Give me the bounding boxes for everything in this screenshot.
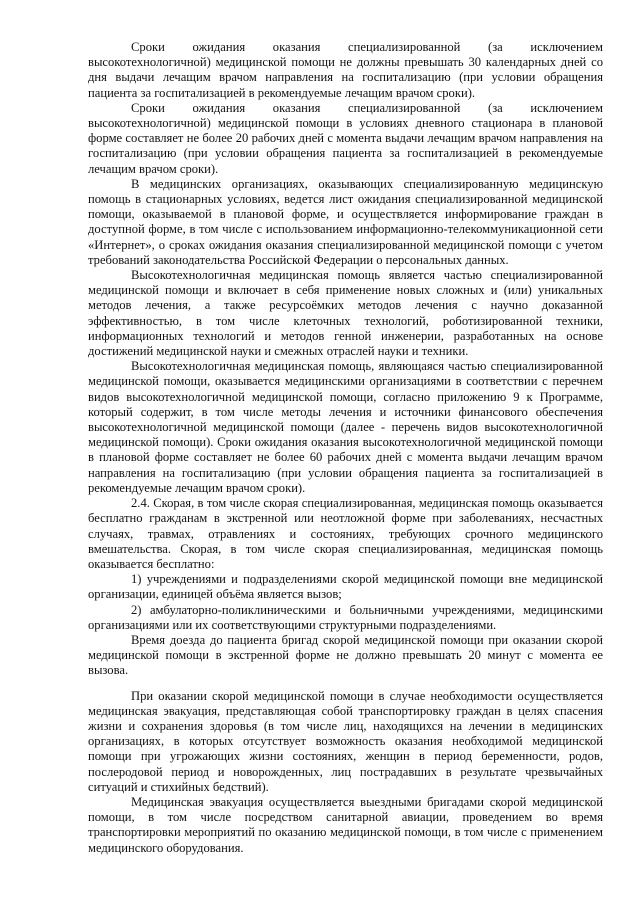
paragraph-arrival-time: Время доезда до пациента бригад скорой медицинской помощи при оказании скорой медицинской помощи в экстренной форме не должно превышать 20 минут с момента ее вызова. bbox=[88, 632, 603, 678]
list-item-outpatient-institutions: 2) амбулаторно-поликлиническими и больничными учреждениями, медицинскими организациями или их соответствующими структурными подразделениями. bbox=[88, 602, 603, 632]
document-page bbox=[88, 40, 603, 856]
paragraph-high-tech-care-provision: Высокотехнологичная медицинская помощь, являющаяся частью специализированной медицинской помощи, оказывается медицинскими организациями в соответствии с перечнем видов высокотехнологичной медицинской помощи, согласно приложению 9 к Программе, который содержит, в том числе методы лечения и источники финансового обеспечения высокотехнологичной медицинской помощи (далее - перечень видов высокотехнологичной медицинской помощи). Сроки ожидания оказания высокотехнологичной медицинской помощи в плановой форме составляет не более 60 рабочих дней с момента выдачи лечащим врачом направления на госпитализацию (при условии обращения пациента за госпитализацией в рекомендуемые лечащим врачом сроки). bbox=[88, 359, 603, 495]
paragraph-day-hospital-waiting-time: Сроки ожидания оказания специализированной (за исключением высокотехнологичной) медицинской помощи в условиях дневного стационара в плановой форме составляет не более 20 рабочих дней с момента выдачи лечащим врачом направления на госпитализацию (при условии обращения пациента за госпитализацией в рекомендуемые лечащим врачом сроки). bbox=[88, 100, 603, 176]
paragraph-emergency-care: 2.4. Скорая, в том числе скорая специализированная, медицинская помощь оказывается бесплатно гражданам в экстренной или неотложной форме при заболеваниях, несчастных случаях, травмах, отравлениях и состояниях, требующих срочного медицинского вмешательства. Скорая, в том числе скорая специализированная, медицинская помощь оказывается бесплатно: bbox=[88, 496, 603, 571]
paragraph-medical-evacuation: При оказании скорой медицинской помощи в случае необходимости осуществляется медицинская эвакуация, представляющая собой транспортировку граждан в целях спасения жизни и сохранения здоровья (в том числе лиц, находящихся на лечении в медицинских организациях, в которых отсутствует возможность оказания необходимой медицинской помощи при угрожающих жизни состояниях, женщин в период беременности, родов, послеродовой период и новорожденных, лиц пострадавших в результате чрезвычайных ситуаций и стихийных бедствий). bbox=[88, 688, 603, 794]
paragraph-high-tech-care-definition: Высокотехнологичная медицинская помощь является частью специализированной медицинской помощи и включает в себя применение новых сложных и (или) уникальных методов лечения, а также ресурсоёмких методов лечения с научно доказанной эффективностью, в том числе клеточных технологий, роботизированной техники, информационных технологий и методов генной инженерии, разработанных на основе достижений медицинской науки и смежных отраслей науки и техники. bbox=[88, 268, 603, 359]
list-item-emergency-units: 1) учреждениями и подразделениями скорой медицинской помощи вне медицинской организации, единицей объёма является вызов; bbox=[88, 572, 603, 602]
paragraph-specialized-care-waiting-time: Сроки ожидания оказания специализированной (за исключением высокотехнологичной) медицинской помощи не должны превышать 30 календарных дней со дня выдачи лечащим врачом направления на госпитализацию (при условии обращения пациента за госпитализацией в рекомендуемые лечащим врачом сроки). bbox=[88, 40, 603, 100]
paragraph-waiting-list: В медицинских организациях, оказывающих специализированную медицинскую помощь в стационарных условиях, ведется лист ожидания специализированной медицинской помощи, оказываемой в плановой форме, и осуществляется информирование граждан в доступной форме, в том числе с использованием информационно-телекоммуникационной сети «Интернет», о сроках ожидания оказания специализированной медицинской помощи с учетом требований законодательства Российской Федерации о персональных данных. bbox=[88, 176, 603, 267]
paragraph-evacuation-teams: Медицинская эвакуация осуществляется выездными бригадами скорой медицинской помощи, в том числе посредством санитарной авиации, проведением во время транспортировки мероприятий по оказанию медицинской помощи, в том числе с применением медицинского оборудования. bbox=[88, 794, 603, 855]
